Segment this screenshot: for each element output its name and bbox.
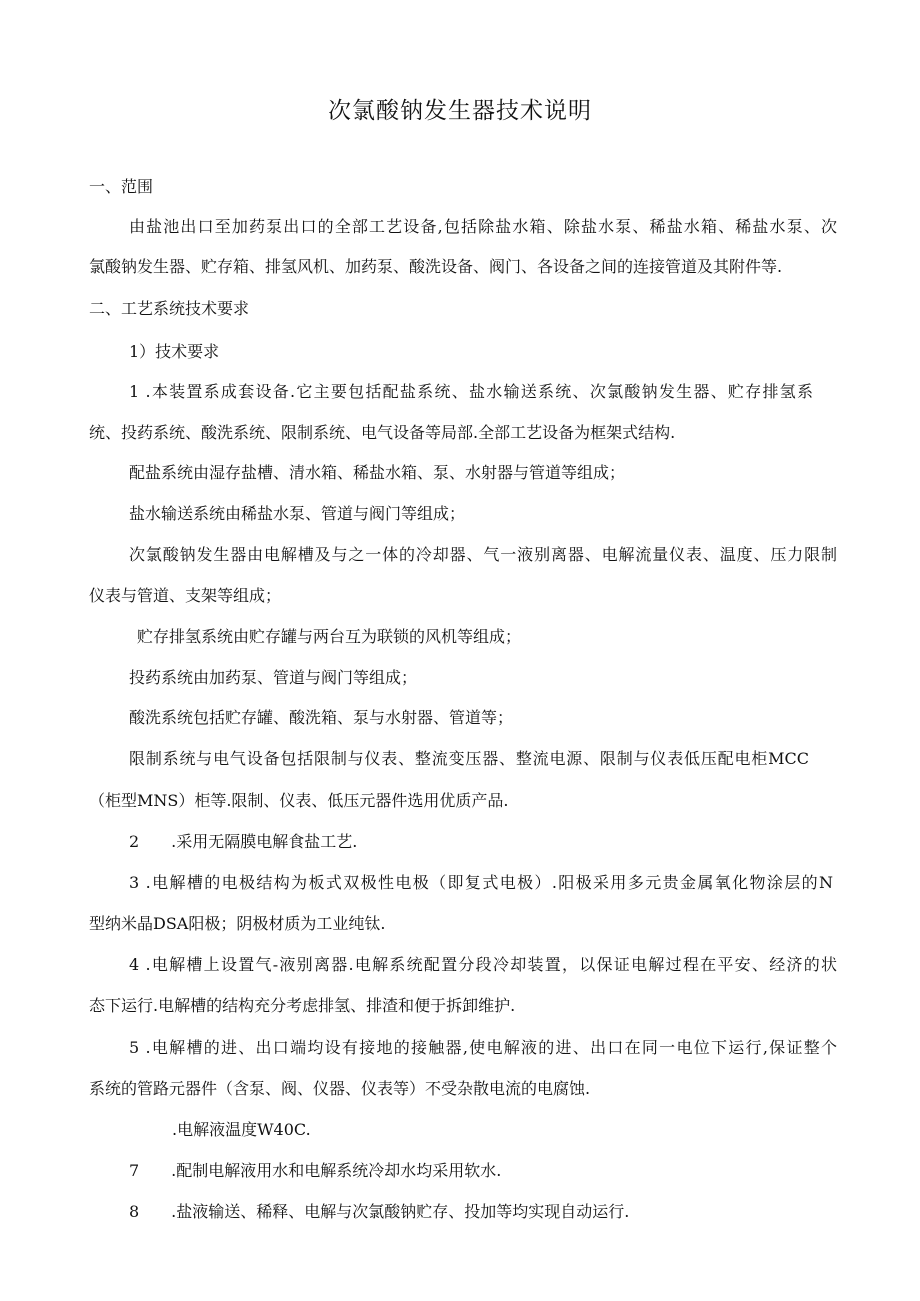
paragraph-line: 氯酸钠发生器、贮存箱、排氢风机、加药泵、酸洗设备、阀门、各设备之间的连接管道及其附件等. — [89, 257, 783, 276]
paragraph-line: 贮存排氢系统由贮存罐与两台互为联锁的风机等组成； — [137, 627, 522, 646]
item-line: 型纳米晶DSA阳极；阴极材质为工业纯钛. — [89, 914, 386, 933]
paragraph-line: 盐水输送系统由稀盐水泵、管道与阀门等组成； — [129, 504, 466, 523]
item-line: 8 .盐液输送、稀释、电解与次氯酸钠贮存、投加等均实现自动运行. — [129, 1202, 630, 1221]
paragraph-line: 仪表与管道、支架等组成； — [89, 586, 282, 605]
item-line: 4 .电解槽上设置气-液别离器.电解系统配置分段冷却装置，以保证电解过程在平安、经济的状 — [129, 955, 837, 974]
paragraph-line: 次氯酸钠发生器由电解槽及与之一体的冷却器、气一液别离器、电解流量仪表、温度、压力限制 — [129, 545, 837, 564]
paragraph-line: 由盐池出口至加药泵出口的全部工艺设备,包括除盐水箱、除盐水泵、稀盐水箱、稀盐水泵、次 — [129, 217, 837, 236]
item-line: .电解液温度W40C. — [172, 1120, 311, 1139]
section-heading-scope: 一、范围 — [89, 177, 154, 196]
item-line: 5 .电解槽的进、出口端均设有接地的接触器,使电解液的进、出口在同一电位下运行,保证整个 — [129, 1038, 837, 1057]
paragraph-line: 酸洗系统包括贮存罐、酸洗箱、泵与水射器、管道等； — [129, 708, 514, 727]
document-title: 次氯酸钠发生器技术说明 — [328, 98, 592, 124]
item-line: 7 .配制电解液用水和电解系统冷却水均采用软水. — [129, 1161, 502, 1180]
section-heading-requirements: 二、工艺系统技术要求 — [89, 299, 250, 318]
paragraph-line: （柜型MNS）柜等.限制、仪表、低压元器件选用优质产品. — [89, 791, 509, 810]
paragraph-line: 投药系统由加药泵、管道与阀门等组成； — [129, 668, 418, 687]
subsection-heading: 1）技术要求 — [129, 342, 220, 361]
item-line: 系统的管路元器件（含泵、阀、仪器、仪表等）不受杂散电流的电腐蚀. — [89, 1079, 591, 1098]
paragraph-line: 配盐系统由湿存盐槽、清水箱、稀盐水箱、泵、水射器与管道等组成； — [129, 463, 626, 482]
item-line: 3 .电解槽的电极结构为板式双极性电极（即复式电极）.阳极采用多元贵金属氧化物涂层的N — [129, 873, 833, 892]
paragraph-line: 限制系统与电气设备包括限制与仪表、整流变压器、整流电源、限制与仪表低压配电柜MCC — [129, 749, 809, 768]
item-line: 1 .本装置系成套设备.它主要包括配盐系统、盐水输送系统、次氯酸钠发生器、贮存排氢系 — [129, 382, 813, 401]
item-line: 态下运行.电解槽的结构充分考虑排氢、排渣和便于拆卸维护. — [89, 996, 516, 1015]
item-line: 2 .采用无隔膜电解食盐工艺. — [129, 832, 358, 851]
item-line: 统、投药系统、酸洗系统、限制系统、电气设备等局部.全部工艺设备为框架式结构. — [89, 423, 676, 442]
